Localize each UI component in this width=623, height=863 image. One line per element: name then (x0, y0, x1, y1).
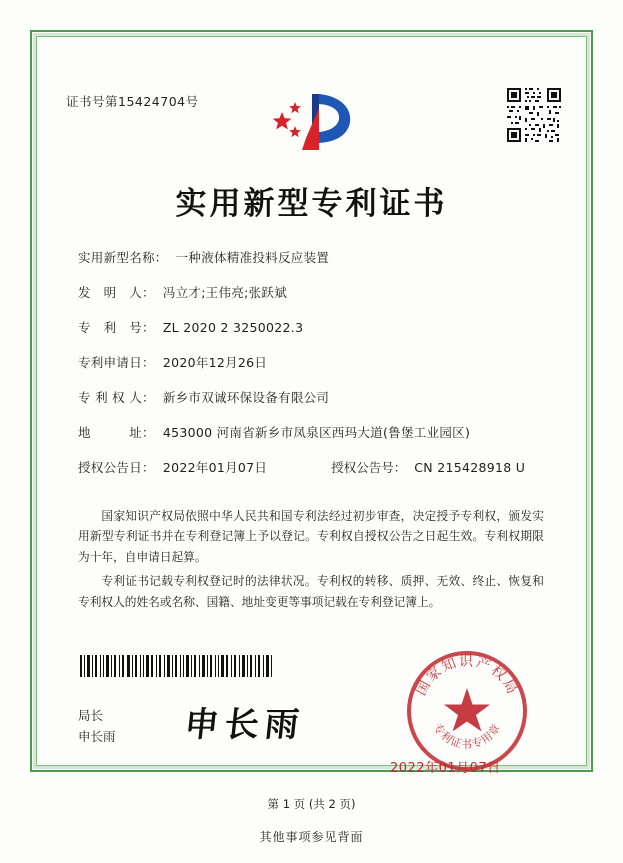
announcement-value: 2022年01月07日 (162, 460, 268, 475)
field-label: 专 利 号： (78, 320, 155, 335)
legal-text (78, 506, 544, 616)
paragraph-2: 专利证书记载专利权登记时的法律状况。专利权的转移、质押、无效、终止、恢复和专利权人的姓名或名称、国籍、地址变更等事项记载在专利登记簿上。 (78, 574, 544, 609)
field-row (78, 283, 548, 301)
announcement-number-label: 授权公告号： (331, 460, 407, 475)
certificate-number: 证书号第15424704号 (66, 94, 199, 109)
field-list (78, 248, 548, 493)
announcement-row (78, 458, 548, 476)
field-value: 一种液体精准投料反应装置 (175, 250, 330, 265)
field-label: 实用新型名称： (78, 250, 168, 265)
field-value: 新乡市双诚环保设备有限公司 (162, 390, 330, 405)
field-label: 专利申请日： (78, 355, 155, 370)
field-value: 2020年12月26日 (162, 355, 268, 370)
svg-text:专利证书专用章: 专利证书专用章 (430, 721, 504, 751)
signature-role-line2: 申长雨 (78, 728, 116, 744)
footer-note: 其他事项参见背面 (259, 830, 364, 844)
field-row (78, 388, 548, 406)
paragraph-1: 国家知识产权局依照中华人民共和国专利法经过初步审查，决定授予专利权，颁发实用新型专利证书并在专利登记簿上予以登记。专利权自授权公告之日起生效。专利权期限为十年，自申请日起算。 (78, 509, 544, 564)
field-label: 地 址： (78, 425, 155, 440)
page-number: 第 1 页 (共 2 页) (267, 797, 356, 811)
field-value: 冯立才;王伟亮;张跃斌 (162, 285, 288, 300)
page-title: 实用新型专利证书 (175, 186, 448, 222)
official-seal (404, 648, 530, 774)
barcode-icon (78, 655, 274, 677)
svg-text:国家知识产权局: 国家知识产权局 (413, 654, 521, 699)
field-row (78, 423, 548, 441)
signature-role (78, 706, 116, 747)
qr-code-icon (507, 88, 561, 142)
field-row (78, 318, 548, 336)
seal-date: 2022年01月07日 (390, 761, 501, 776)
field-row (78, 248, 548, 266)
cnipa-logo-icon (262, 86, 358, 158)
signature-role-line1: 局长 (78, 708, 104, 723)
field-label: 发 明 人： (78, 285, 155, 300)
field-row (78, 353, 548, 371)
field-label: 专 利 权 人： (78, 390, 155, 405)
announcement-number-value: CN 215428918 U (414, 460, 526, 475)
field-value: 453000 河南省新乡市凤泉区西玛大道(鲁堡工业园区) (162, 425, 471, 440)
field-value: ZL 2020 2 3250022.3 (162, 320, 304, 335)
handwritten-signature: 申长雨 (182, 705, 307, 745)
announcement-label: 授权公告日： (78, 460, 155, 475)
